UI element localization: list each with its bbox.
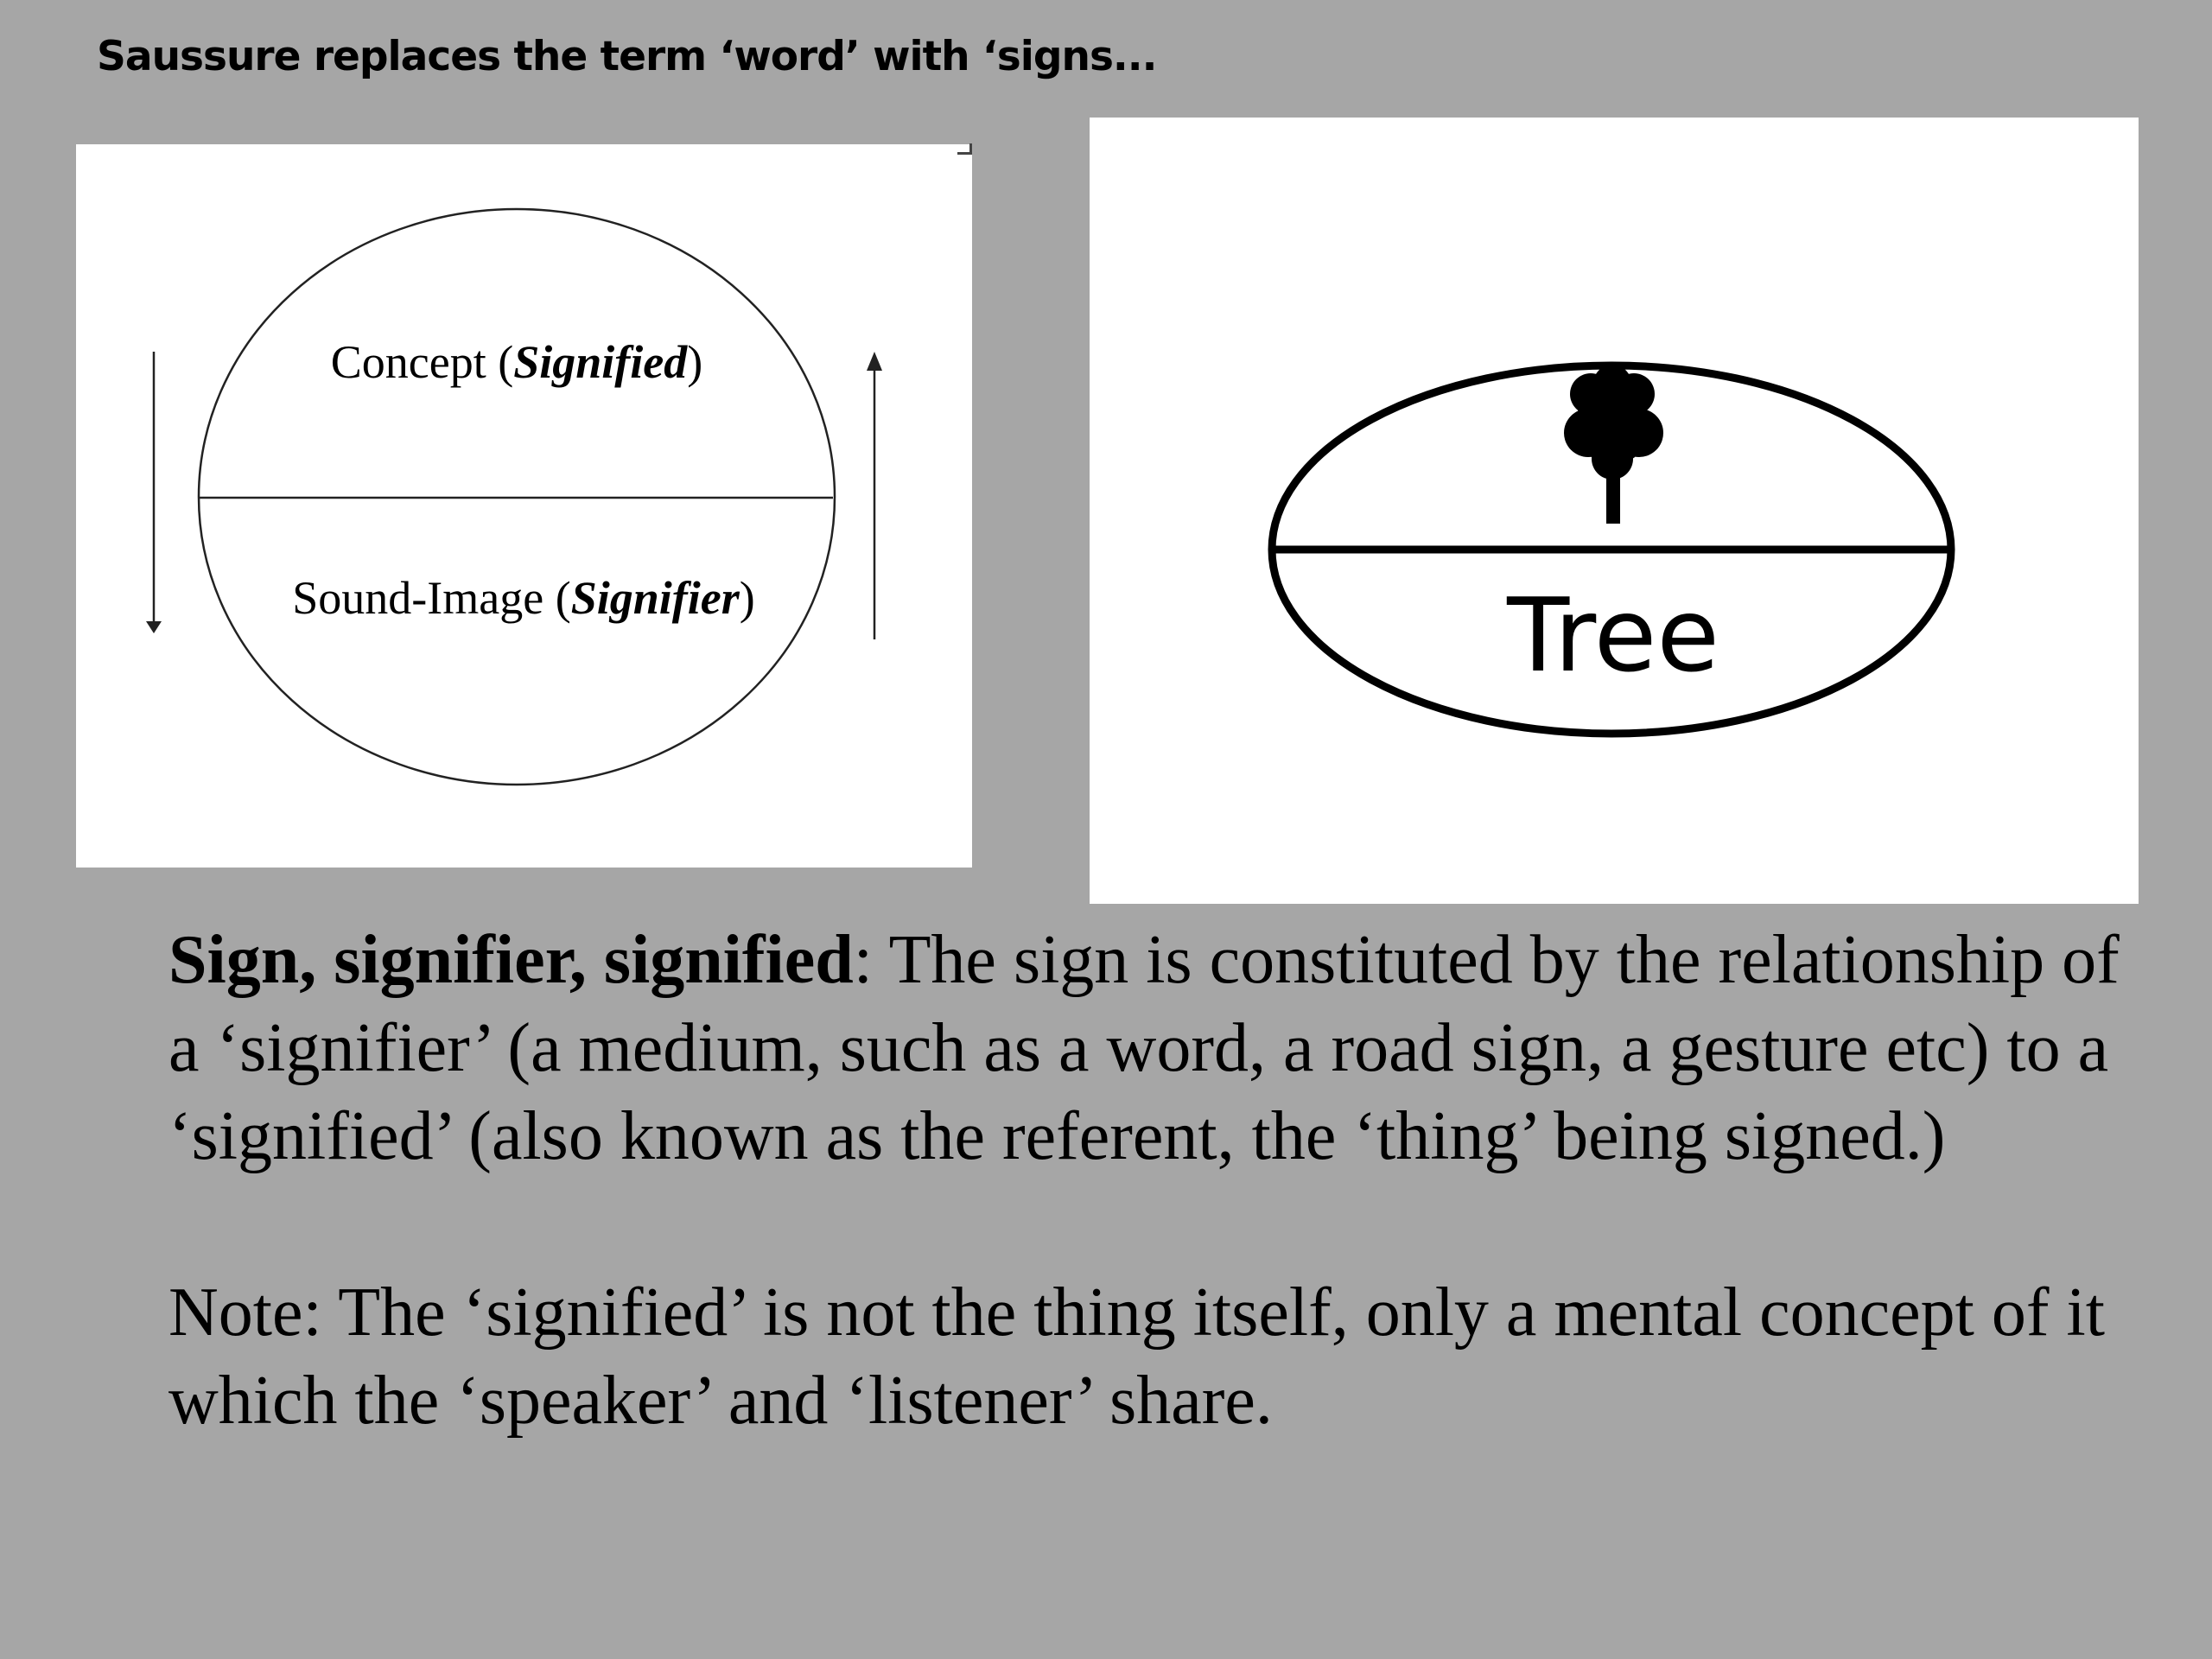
note-paragraph: Note: The ‘signified’ is not the thing itself, only a mental concept of it which the ‘speaker’ and ‘listener’ share. <box>168 1274 2105 1439</box>
concept-label: Concept (Signified) <box>330 336 703 388</box>
tree-icon <box>1564 365 1663 524</box>
saussure-sign-diagram <box>76 144 972 868</box>
tree-sign-example <box>1090 118 2139 904</box>
tree-diagram-svg <box>1090 118 2139 904</box>
definition-text: : The sign is constituted by the relationship of a ‘signifier’ (a medium, such as a word, a road sign, a gesture etc) to a ‘signified’ (also known as the referent, the ‘thing’ being signed.) <box>168 922 2120 1174</box>
signified-term: Signified <box>513 336 688 388</box>
sign-diagram-svg <box>76 144 972 868</box>
signifier-term: Signifier <box>570 572 740 624</box>
arrow-up-icon <box>867 352 882 639</box>
body-text <box>168 916 2147 1445</box>
definition-term: Sign, signifier, signified <box>168 922 854 998</box>
slide-title: Saussure replaces the term ‘word’ with ‘signs... <box>97 33 1157 80</box>
definition-paragraph <box>168 916 2147 1180</box>
sound-image-label: Sound-Image (Signifier) <box>292 572 755 624</box>
arrow-down-icon <box>146 352 162 633</box>
tree-word: Tree <box>1507 575 1719 695</box>
corner-mark <box>957 143 972 155</box>
